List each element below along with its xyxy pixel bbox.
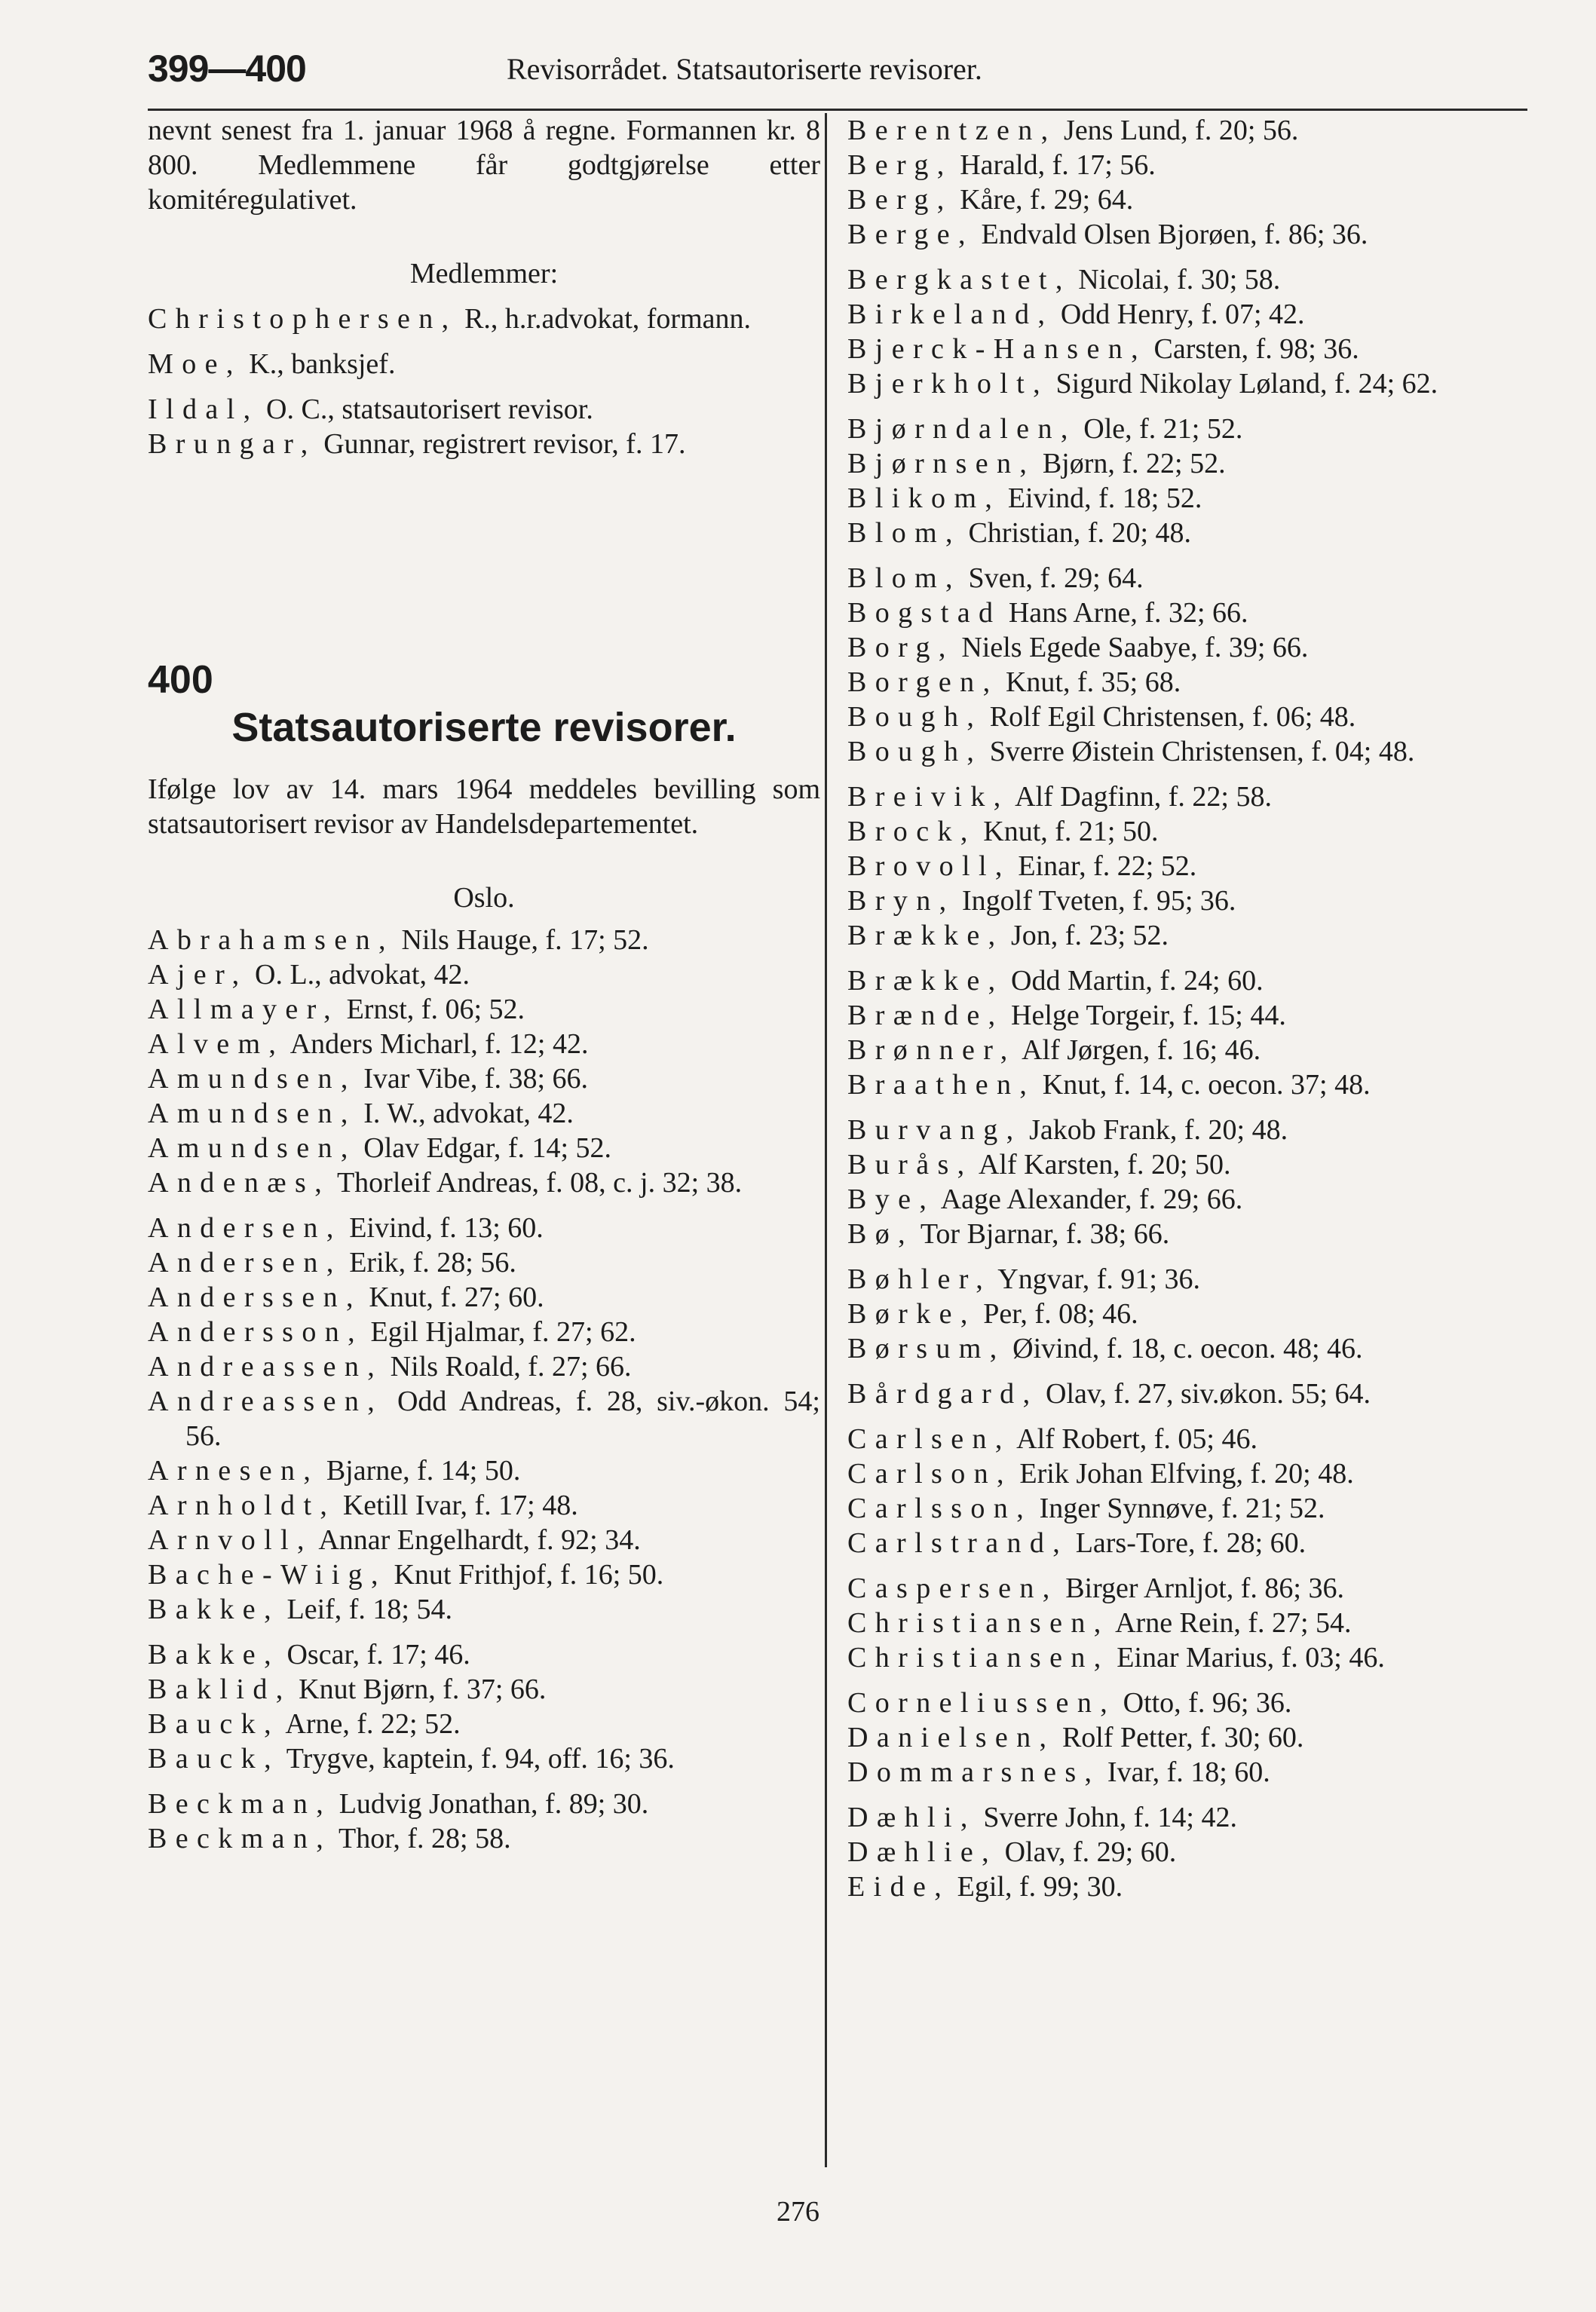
revisor-entry: [847, 665, 1526, 700]
revisor-surname: Amundsen,: [148, 1063, 357, 1095]
revisor-details: Sverre Øistein Christensen, f. 04; 48.: [982, 736, 1415, 767]
revisor-surname: Ajer,: [148, 959, 248, 991]
revisor-surname: Bjørndalen,: [847, 413, 1077, 445]
revisor-entry: [847, 700, 1526, 734]
revisor-details: Ivar, f. 18; 60.: [1100, 1756, 1270, 1788]
revisor-list-right: [847, 113, 1526, 1904]
revisor-surname: Arnesen,: [148, 1455, 320, 1487]
header-page-numbers: 399—400: [148, 47, 306, 90]
member-entry: [148, 427, 820, 461]
member-entry: [148, 302, 820, 336]
revisor-surname: Bogstad: [847, 597, 1002, 629]
revisor-entry: [148, 1096, 820, 1131]
revisor-details: Inger Synnøve, f. 21; 52.: [1032, 1493, 1325, 1524]
revisor-entry: [847, 883, 1526, 918]
revisor-surname: Carlstrand,: [847, 1527, 1069, 1559]
section-number: 400: [148, 658, 213, 702]
revisor-entry: [847, 734, 1526, 769]
member-name: Ildal,: [148, 393, 259, 425]
revisor-entry: [148, 1165, 820, 1200]
revisor-entry: [148, 1592, 820, 1627]
revisor-entry: [847, 1526, 1526, 1560]
revisor-surname: Bøhler,: [847, 1263, 992, 1295]
revisor-entry: [847, 412, 1526, 446]
revisor-entry: [847, 1331, 1526, 1366]
revisor-surname: Abrahamsen,: [148, 924, 394, 956]
revisor-entry: [148, 1453, 820, 1488]
revisor-entry: [148, 1787, 820, 1821]
revisor-surname: Arnvoll,: [148, 1524, 313, 1556]
revisor-details: Carsten, f. 98; 36.: [1147, 333, 1359, 365]
revisor-entry: [847, 1217, 1526, 1251]
member-name: Brungar,: [148, 428, 317, 460]
revisor-entry: [148, 992, 820, 1027]
revisor-surname: Blom,: [847, 562, 961, 594]
revisor-entry: [847, 148, 1526, 182]
page-footer-number: 276: [777, 2196, 819, 2228]
revisor-entry: [847, 1147, 1526, 1182]
revisor-details: Anders Micharl, f. 12; 42.: [284, 1028, 589, 1060]
revisor-details: Alf Dagfinn, f. 22; 58.: [1009, 781, 1272, 813]
revisor-entry: [148, 1131, 820, 1165]
revisor-details: Alf Robert, f. 05; 46.: [1010, 1423, 1258, 1455]
revisor-surname: Bauck,: [148, 1708, 280, 1740]
intro-paragraph: nevnt senest fra 1. januar 1968 å regne. Formannen kr. 8 800. Medlemmene får godtgjørelse etter komitéregulativet.: [148, 115, 820, 216]
revisor-entry: [847, 1870, 1526, 1904]
revisor-details: Thor, f. 28; 58.: [332, 1823, 511, 1854]
revisor-surname: Bjerkholt,: [847, 368, 1049, 400]
revisor-details: Sigurd Nikolay Løland, f. 24; 62.: [1049, 368, 1438, 400]
revisor-details: Ludvig Jonathan, f. 89; 30.: [332, 1788, 649, 1820]
revisor-surname: Bårdgard,: [847, 1378, 1039, 1410]
revisor-details: Sverre John, f. 14; 42.: [976, 1802, 1237, 1833]
revisor-entry: [148, 1707, 820, 1741]
revisor-entry: [148, 1741, 820, 1776]
revisor-entry: [847, 1686, 1526, 1720]
revisor-entry: [847, 262, 1526, 297]
revisor-details: Nils Roald, f. 27; 66.: [383, 1351, 632, 1383]
revisor-surname: Birkeland,: [847, 299, 1054, 330]
revisor-surname: Amundsen,: [148, 1098, 357, 1129]
revisor-entry: [847, 1571, 1526, 1606]
revisor-entry: [148, 1280, 820, 1315]
right-column: [847, 113, 1526, 1904]
revisor-entry: [847, 1491, 1526, 1526]
revisor-surname: Brænde,: [847, 1000, 1004, 1031]
revisor-entry: [148, 957, 820, 992]
revisor-entry: [847, 182, 1526, 217]
revisor-surname: Carlsen,: [847, 1423, 1011, 1455]
revisor-details: Arne Rein, f. 27; 54.: [1109, 1607, 1352, 1639]
revisor-entry: [847, 630, 1526, 665]
revisor-surname: Eide,: [847, 1871, 951, 1903]
revisor-details: Christian, f. 20; 48.: [960, 517, 1192, 549]
revisor-surname: Caspersen,: [847, 1572, 1058, 1604]
revisor-surname: Berge,: [847, 219, 974, 250]
city-heading: Oslo.: [453, 882, 515, 914]
revisor-entry: [148, 1027, 820, 1061]
revisor-entry: [847, 332, 1526, 366]
revisor-surname: Andreassen,: [148, 1351, 384, 1383]
revisor-entry: [847, 1720, 1526, 1755]
revisor-details: Otto, f. 96; 36.: [1116, 1687, 1292, 1719]
revisor-entry: [847, 446, 1526, 481]
revisor-details: Jens Lund, f. 20; 56.: [1056, 115, 1299, 146]
member-details: O. C., statsautorisert revisor.: [259, 393, 593, 425]
revisor-entry: [148, 923, 820, 957]
revisor-details: Nicolai, f. 30; 58.: [1071, 264, 1281, 296]
revisor-details: Per, f. 08; 46.: [976, 1298, 1138, 1330]
revisor-details: Ketill Ivar, f. 17; 48.: [335, 1490, 578, 1521]
revisor-surname: Bauck,: [148, 1743, 280, 1775]
revisor-surname: Brock,: [847, 816, 976, 847]
revisor-details: Bjarne, f. 14; 50.: [319, 1455, 521, 1487]
revisor-entry: [847, 1033, 1526, 1067]
revisor-entry: [148, 1211, 820, 1245]
revisor-surname: Burvang,: [847, 1114, 1022, 1146]
revisor-details: Odd Henry, f. 07; 42.: [1053, 299, 1305, 330]
member-details: K., banksjef.: [241, 348, 396, 380]
section-intro: Ifølge lov av 14. mars 1964 meddeles bevilling som statsautorisert revisor av Handelsdepartementet.: [148, 773, 820, 840]
revisor-details: Ingolf Tveten, f. 95; 36.: [954, 885, 1236, 917]
revisor-surname: Dæhlie,: [847, 1836, 998, 1868]
revisor-surname: Bye,: [847, 1184, 936, 1215]
revisor-details: Einar Marius, f. 03; 46.: [1109, 1642, 1385, 1674]
revisor-details: Odd Martin, f. 24; 60.: [1003, 965, 1264, 997]
revisor-surname: Børsum,: [847, 1333, 1006, 1364]
revisor-surname: Borgen,: [847, 666, 999, 698]
revisor-details: Einar, f. 22; 52.: [1010, 850, 1197, 882]
revisor-entry: [847, 366, 1526, 401]
revisor-details: Egil Hjalmar, f. 27; 62.: [363, 1316, 636, 1348]
revisor-details: Jon, f. 23; 52.: [1003, 920, 1169, 951]
revisor-details: Tor Bjarnar, f. 38; 66.: [914, 1218, 1170, 1250]
revisor-entry: [847, 1755, 1526, 1790]
revisor-surname: Berg,: [847, 184, 953, 216]
revisor-entry: [148, 1557, 820, 1592]
revisor-entry: [148, 1061, 820, 1096]
revisor-details: O. L., advokat, 42.: [247, 959, 470, 991]
revisor-details: Egil, f. 99; 30.: [950, 1871, 1123, 1903]
revisor-surname: Bjerck-Hansen,: [847, 333, 1147, 365]
revisor-surname: Christiansen,: [847, 1642, 1110, 1674]
revisor-surname: Bryn,: [847, 885, 955, 917]
revisor-details: Nils Hauge, f. 17; 52.: [394, 924, 649, 956]
revisor-surname: Corneliussen,: [847, 1687, 1117, 1719]
revisor-details: Lars-Tore, f. 28; 60.: [1068, 1527, 1307, 1559]
revisor-surname: Andenæs,: [148, 1167, 331, 1199]
revisor-surname: Børke,: [847, 1298, 976, 1330]
revisor-entry: [847, 297, 1526, 332]
revisor-details: Annar Engelhardt, f. 92; 34.: [312, 1524, 641, 1556]
revisor-details: Eivind, f. 18; 52.: [1000, 482, 1202, 514]
revisor-surname: Braathen,: [847, 1069, 1036, 1101]
member-entry: [148, 392, 820, 427]
revisor-surname: Carlsson,: [847, 1493, 1033, 1524]
revisor-details: Erik Johan Elfving, f. 20; 48.: [1012, 1458, 1354, 1490]
revisor-details: Arne, f. 22; 52.: [279, 1708, 461, 1740]
revisor-entry: [847, 217, 1526, 252]
revisor-entry: [847, 918, 1526, 953]
running-header: [148, 47, 1527, 100]
member-name: Christophersen,: [148, 303, 458, 335]
revisor-surname: Brække,: [847, 920, 1004, 951]
revisor-entry: [847, 596, 1526, 630]
revisor-surname: Andreassen,: [148, 1386, 384, 1417]
member-name: Moe,: [148, 348, 242, 380]
revisor-entry: [847, 849, 1526, 883]
members-heading: Medlemmer:: [409, 258, 559, 289]
revisor-details: Leif, f. 18; 54.: [279, 1594, 452, 1625]
member-details: R., h.r.advokat, formann.: [457, 303, 752, 335]
revisor-details: Sven, f. 29; 64.: [960, 562, 1144, 594]
revisor-surname: Christiansen,: [847, 1607, 1110, 1639]
revisor-surname: Bough,: [847, 701, 983, 733]
revisor-entry: [847, 1606, 1526, 1640]
revisor-details: Knut Bjørn, f. 37; 66.: [291, 1674, 547, 1705]
revisor-details: Olav, f. 27, siv.økon. 55; 64.: [1038, 1378, 1371, 1410]
header-rule: [148, 109, 1527, 111]
revisor-surname: Allmayer,: [148, 994, 340, 1025]
revisor-surname: Andersen,: [148, 1247, 342, 1278]
revisor-details: Olav Edgar, f. 14; 52.: [356, 1132, 612, 1164]
revisor-details: Olav, f. 29; 60.: [997, 1836, 1177, 1868]
revisor-details: Odd Andreas, f. 28, siv.-økon. 54; 56.: [185, 1386, 820, 1452]
revisor-entry: [148, 1349, 820, 1384]
revisor-surname: Bergkastet,: [847, 264, 1071, 296]
revisor-entry: [148, 1488, 820, 1523]
revisor-list-left: [148, 923, 820, 1856]
revisor-details: Knut, f. 14, c. oecon. 37; 48.: [1035, 1069, 1371, 1101]
revisor-details: Birger Arnljot, f. 86; 36.: [1058, 1572, 1344, 1604]
revisor-surname: Dæhli,: [847, 1802, 976, 1833]
revisor-details: Oscar, f. 17; 46.: [279, 1639, 470, 1670]
revisor-entry: [847, 1262, 1526, 1297]
revisor-details: Endvald Olsen Bjorøen, f. 86; 36.: [973, 219, 1368, 250]
revisor-entry: [148, 1821, 820, 1856]
header-title: Revisorrådet. Statsautoriserte revisorer.: [507, 52, 982, 86]
revisor-details: Yngvar, f. 91; 36.: [991, 1263, 1200, 1295]
revisor-details: Knut, f. 27; 60.: [361, 1282, 544, 1313]
revisor-surname: Burås,: [847, 1149, 973, 1180]
revisor-details: Alf Karsten, f. 20; 50.: [973, 1149, 1231, 1180]
revisor-details: Bjørn, f. 22; 52.: [1035, 448, 1226, 479]
revisor-details: Ernst, f. 06; 52.: [339, 994, 525, 1025]
revisor-details: Øivind, f. 18, c. oecon. 48; 46.: [1005, 1333, 1363, 1364]
revisor-entry: [148, 1384, 820, 1453]
revisor-entry: [847, 814, 1526, 849]
revisor-entry: [148, 1672, 820, 1707]
revisor-details: Erik, f. 28; 56.: [342, 1247, 516, 1278]
revisor-entry: [847, 1640, 1526, 1675]
revisor-entry: [847, 1067, 1526, 1102]
revisor-entry: [847, 1835, 1526, 1870]
revisor-entry: [847, 779, 1526, 814]
revisor-surname: Danielsen,: [847, 1722, 1055, 1753]
revisor-details: Knut Frithjof, f. 16; 50.: [386, 1559, 664, 1591]
revisor-surname: Bjørnsen,: [847, 448, 1036, 479]
revisor-surname: Anderssen,: [148, 1282, 362, 1313]
revisor-surname: Borg,: [847, 632, 954, 663]
revisor-surname: Alvem,: [148, 1028, 285, 1060]
revisor-surname: Breivik,: [847, 781, 1009, 813]
revisor-entry: [847, 481, 1526, 516]
revisor-entry: [847, 1297, 1526, 1331]
revisor-surname: Amundsen,: [148, 1132, 357, 1164]
revisor-entry: [148, 1245, 820, 1280]
revisor-details: Ivar Vibe, f. 38; 66.: [356, 1063, 589, 1095]
revisor-surname: Berentzen,: [847, 115, 1057, 146]
revisor-details: Knut, f. 21; 50.: [976, 816, 1159, 847]
revisor-details: Hans Arne, f. 32; 66.: [1001, 597, 1248, 629]
members-list: [148, 302, 820, 461]
revisor-details: Ole, f. 21; 52.: [1076, 413, 1243, 445]
revisor-surname: Beckman,: [148, 1788, 332, 1820]
revisor-details: Eivind, f. 13; 60.: [342, 1212, 544, 1244]
left-column: [148, 113, 820, 1856]
revisor-surname: Dommarsnes,: [847, 1756, 1101, 1788]
revisor-details: Harald, f. 17; 56.: [952, 149, 1156, 181]
column-divider: [825, 113, 827, 2167]
revisor-surname: Bache-Wiig,: [148, 1559, 387, 1591]
revisor-surname: Bakke,: [148, 1639, 280, 1670]
revisor-surname: Berg,: [847, 149, 953, 181]
revisor-details: Knut, f. 35; 68.: [998, 666, 1181, 698]
member-details: Gunnar, registrert revisor, f. 17.: [316, 428, 686, 460]
revisor-details: Thorleif Andreas, f. 08, c. j. 32; 38.: [330, 1167, 743, 1199]
revisor-entry: [847, 561, 1526, 596]
revisor-details: Helge Torgeir, f. 15; 44.: [1003, 1000, 1286, 1031]
revisor-surname: Bø,: [847, 1218, 914, 1250]
revisor-entry: [847, 516, 1526, 550]
revisor-surname: Andersen,: [148, 1212, 342, 1244]
revisor-details: Rolf Petter, f. 30; 60.: [1055, 1722, 1304, 1753]
revisor-entry: [847, 1800, 1526, 1835]
revisor-surname: Andersson,: [148, 1316, 364, 1348]
revisor-surname: Baklid,: [148, 1674, 292, 1705]
revisor-entry: [847, 1422, 1526, 1456]
revisor-entry: [847, 1113, 1526, 1147]
revisor-details: Aage Alexander, f. 29; 66.: [935, 1184, 1243, 1215]
revisor-entry: [148, 1315, 820, 1349]
revisor-surname: Bakke,: [148, 1594, 280, 1625]
revisor-details: Niels Egede Saabye, f. 39; 66.: [954, 632, 1309, 663]
revisor-surname: Beckman,: [148, 1823, 332, 1854]
revisor-entry: [148, 1637, 820, 1672]
revisor-entry: [847, 963, 1526, 998]
revisor-entry: [148, 1523, 820, 1557]
revisor-entry: [847, 998, 1526, 1033]
revisor-surname: Brønner,: [847, 1034, 1016, 1066]
revisor-details: Kåre, f. 29; 64.: [952, 184, 1134, 216]
revisor-entry: [847, 113, 1526, 148]
revisor-entry: [847, 1376, 1526, 1411]
revisor-surname: Brovoll,: [847, 850, 1011, 882]
member-entry: [148, 347, 820, 381]
revisor-surname: Carlson,: [847, 1458, 1012, 1490]
revisor-details: Alf Jørgen, f. 16; 46.: [1015, 1034, 1261, 1066]
revisor-entry: [847, 1456, 1526, 1491]
revisor-details: I. W., advokat, 42.: [356, 1098, 574, 1129]
revisor-surname: Bough,: [847, 736, 983, 767]
revisor-surname: Brække,: [847, 965, 1004, 997]
revisor-details: Jakob Frank, f. 20; 48.: [1022, 1114, 1288, 1146]
revisor-details: Rolf Egil Christensen, f. 06; 48.: [982, 701, 1356, 733]
section-title: Statsautoriserte revisorer.: [231, 705, 737, 750]
revisor-surname: Arnholdt,: [148, 1490, 336, 1521]
revisor-details: Trygve, kaptein, f. 94, off. 16; 36.: [279, 1743, 675, 1775]
revisor-surname: Blom,: [847, 517, 961, 549]
revisor-surname: Blikom,: [847, 482, 1001, 514]
revisor-entry: [847, 1182, 1526, 1217]
